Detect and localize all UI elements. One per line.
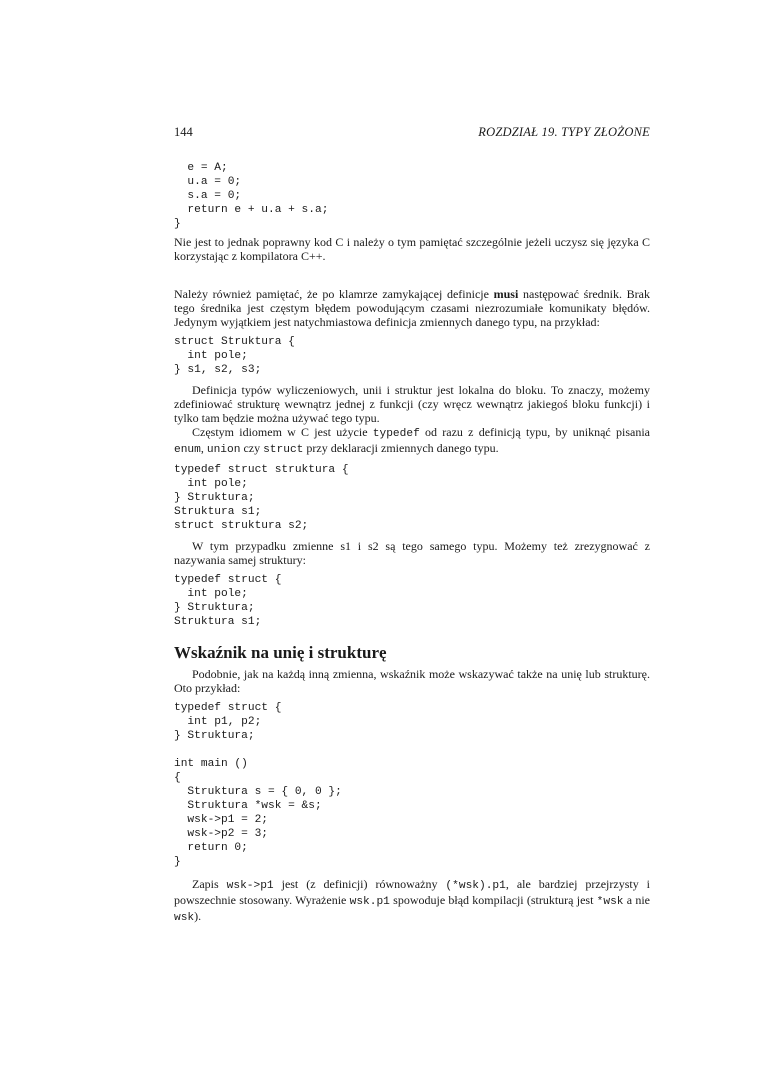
paragraph-7-text-5: a nie <box>623 893 650 907</box>
paragraph-7-text-6: ). <box>194 909 202 923</box>
paragraph-6: Podobnie, jak na każdą inną zmienna, wskaźnik może wskazywać także na unię lub strukturę. Oto przykład: <box>174 667 650 695</box>
paragraph-7 <box>174 877 650 925</box>
paragraph-1: Nie jest to jednak poprawny kod C i należy o tym pamiętać szczególnie jeżeli uczysz się języka C korzystając z kompilatora C++. <box>174 235 650 263</box>
chapter-title: ROZDZIAŁ 19. TYPY ZŁOŻONE <box>478 125 650 139</box>
paragraph-7-text-3: , ale bardziej przejrzysty i powszechnie stosowany. Wyrażenie <box>174 877 650 907</box>
inline-code: wsk->p1 <box>226 880 274 892</box>
code-block-3: typedef struct struktura { int pole; } Struktura; Struktura s1; struct struktura s2; <box>174 464 349 532</box>
paragraph-7-text-1: Zapis <box>192 877 227 891</box>
paragraph-2-text-a: Należy również pamiętać, że po klamrze zamykającej definicje <box>174 287 494 301</box>
code-block-1: e = A; u.a = 0; s.a = 0; return e + u.a + s.a; } <box>174 162 329 230</box>
paragraph-4-text-2: od razu z definicją typu, by uniknąć pisania <box>419 425 650 439</box>
paragraph-2-text-b: następować średnik. Brak tego średnika jest częstym błędem powodującym czasami niezrozumiałe komunikaty błędów. Jedynym wyjątkiem jest natychmiastowa definicja zmiennych danego typu, na przykład: <box>174 287 650 329</box>
inline-code: union <box>206 444 241 456</box>
paragraph-7-text-4: spowoduje błąd kompilacji (strukturą jest <box>389 893 597 907</box>
section-heading: Wskaźnik na unię i strukturę <box>174 643 387 662</box>
page-header <box>174 125 650 141</box>
code-block-2: struct Struktura { int pole; } s1, s2, s3; <box>174 336 295 376</box>
inline-code: *wsk <box>596 896 624 908</box>
inline-code: wsk.p1 <box>349 896 390 908</box>
paragraph-2 <box>174 287 650 329</box>
paragraph-2-bold: musi <box>493 287 519 301</box>
paragraph-4 <box>174 425 650 457</box>
code-block-5: typedef struct { int p1, p2; } Struktura; int main () { Struktura s = { 0, 0 }; Struktura *wsk = &s; wsk->p1 = 2; wsk->p2 = 3; return 0; } <box>174 702 342 868</box>
document-page <box>174 125 650 925</box>
inline-code: wsk <box>174 912 195 924</box>
paragraph-7-text-2: jest (z definicji) równoważny <box>273 877 446 891</box>
paragraph-4-text-3: , <box>200 441 207 455</box>
inline-code: typedef <box>372 428 420 440</box>
page-number: 144 <box>174 125 193 139</box>
inline-code: struct <box>263 444 304 456</box>
paragraph-4-text-5: przy deklaracji zmiennych danego typu. <box>303 441 499 455</box>
paragraph-3: Definicja typów wyliczeniowych, unii i struktur jest lokalna do bloku. To znaczy, możemy zdefiniować strukturę wewnątrz jednej z funkcji (czy wręcz wewnątrz jakiegoś bloku funkcji) i tylko tam będzie można używać tego typu. <box>174 383 650 425</box>
code-block-4: typedef struct { int pole; } Struktura; Struktura s1; <box>174 574 282 628</box>
paragraph-5: W tym przypadku zmienne s1 i s2 są tego samego typu. Możemy też zrezygnować z nazywania samej struktury: <box>174 539 650 567</box>
paragraph-4-text-1: Częstym idiomem w C jest użycie <box>192 425 373 439</box>
paragraph-4-text-4: czy <box>240 441 264 455</box>
inline-code: (*wsk).p1 <box>445 880 506 892</box>
inline-code: enum <box>174 444 201 456</box>
